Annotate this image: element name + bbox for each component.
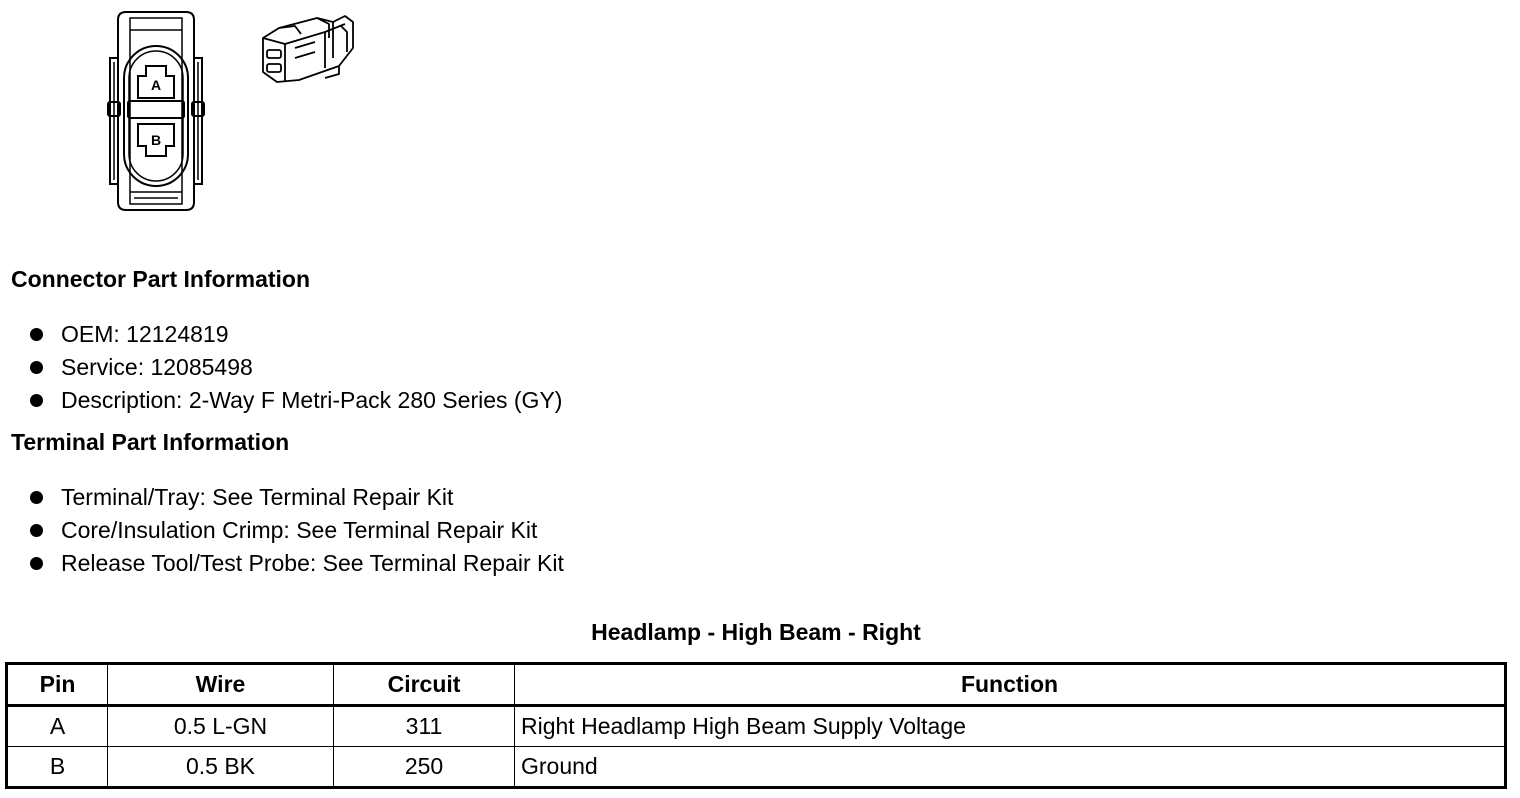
table-row: [7, 706, 1506, 747]
pinout-table: [5, 662, 1507, 789]
column-header-pin: Pin: [7, 664, 108, 706]
connector-part-info-title: Connector Part Information: [11, 266, 311, 292]
pin-cell: A: [7, 706, 108, 747]
circuit-cell: 250: [334, 747, 515, 788]
list-item: [28, 483, 564, 516]
oem-part-number: OEM: 12124819: [61, 321, 229, 347]
connector-part-info-list: [28, 320, 562, 419]
crimp-info: Core/Insulation Crimp: See Terminal Repair Kit: [61, 517, 538, 543]
column-header-function: Function: [515, 664, 1506, 706]
connector-face-view-icon: [100, 6, 220, 216]
connector-isometric-view-icon: [255, 8, 365, 88]
bullet-icon: [30, 328, 43, 341]
list-item: [28, 516, 564, 549]
bullet-icon: [30, 491, 43, 504]
bullet-icon: [30, 361, 43, 374]
list-item: [28, 353, 562, 386]
wire-cell: 0.5 BK: [108, 747, 334, 788]
terminal-part-info-title: Terminal Part Information: [11, 429, 290, 455]
wire-cell: 0.5 L-GN: [108, 706, 334, 747]
column-header-circuit: Circuit: [334, 664, 515, 706]
service-part-number: Service: 12085498: [61, 354, 253, 380]
bullet-icon: [30, 394, 43, 407]
release-tool-info: Release Tool/Test Probe: See Terminal Repair Kit: [61, 550, 564, 576]
table-header-row: [7, 664, 1506, 706]
column-header-wire: Wire: [108, 664, 334, 706]
list-item: [28, 320, 562, 353]
function-cell: Ground: [515, 747, 1506, 788]
function-cell: Right Headlamp High Beam Supply Voltage: [515, 706, 1506, 747]
connector-description: Description: 2-Way F Metri-Pack 280 Series (GY): [61, 387, 563, 413]
table-row: [7, 747, 1506, 788]
list-item: [28, 386, 562, 419]
cavity-b-label: B: [150, 132, 162, 148]
bullet-icon: [30, 557, 43, 570]
cavity-a-label: A: [150, 77, 162, 93]
table-title: Headlamp - High Beam - Right: [591, 619, 921, 645]
circuit-cell: 311: [334, 706, 515, 747]
pin-cell: B: [7, 747, 108, 788]
terminal-tray-info: Terminal/Tray: See Terminal Repair Kit: [61, 484, 454, 510]
terminal-part-info-list: [28, 483, 564, 582]
list-item: [28, 549, 564, 582]
bullet-icon: [30, 524, 43, 537]
